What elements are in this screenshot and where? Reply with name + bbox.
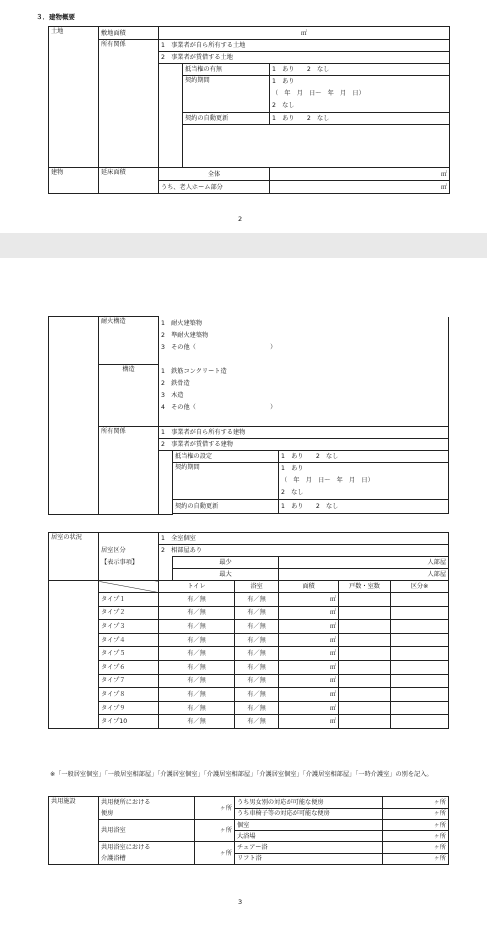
elderly-home-area-unit: ㎡ — [270, 181, 450, 194]
shared-facilities-label: 共用施設 — [49, 797, 99, 865]
page-3 — [0, 258, 487, 941]
land-contract-line3: 2 なし — [272, 102, 295, 109]
max-unit: 人部屋 — [279, 569, 449, 581]
land-contract-label: 契約期間 — [183, 76, 270, 113]
site-area-unit: ㎡ — [159, 27, 450, 40]
min-unit: 人部屋 — [279, 557, 449, 569]
building-structure-table — [48, 316, 449, 515]
page-number: 2 — [238, 215, 243, 223]
floor-area-total-unit: ㎡ — [270, 168, 450, 181]
room-category-footnote: ※「一般居室個室」「一般居室相部屋」「介護居室個室」「介護居室相部屋」「介護居室個室」「介護居室相部屋」「一時介護室」の別を記入。 — [50, 771, 433, 778]
site-area-label: 敷地面積 — [99, 27, 159, 40]
land-mortgage-value: 1 あり 2 なし — [270, 64, 450, 76]
room-opt-1: 1 全室個室 — [159, 533, 449, 545]
bath-yes-no: 有／無 — [235, 674, 279, 688]
building-contract-line1: 1 あり — [281, 465, 304, 472]
area-unit: ㎡ — [279, 633, 339, 647]
building-mortgage-value: 1 あり 2 なし — [279, 451, 449, 463]
area-unit: ㎡ — [279, 674, 339, 688]
shared-facilities-table — [48, 796, 449, 865]
toilet-yes-no: 有／無 — [159, 633, 235, 647]
floor-area-total-label: 全体 — [159, 168, 270, 181]
structure-label: 構造 — [99, 365, 159, 427]
structure-opt-3: 3 木造 — [161, 391, 184, 399]
type-label: タイプ８ — [99, 688, 159, 702]
room-type-row — [49, 593, 449, 607]
care-bath-label-1: 共用浴室における — [101, 844, 151, 851]
shared-toilet-label-1: 共用便所における — [101, 799, 151, 806]
room-type-row — [49, 688, 449, 702]
building-contract-line3: 2 なし — [281, 489, 304, 496]
care-lift-sub: リフト浴 — [235, 853, 383, 865]
toilet-yes-no: 有／無 — [159, 647, 235, 661]
room-type-row — [49, 633, 449, 647]
toilet-gender-unit: ヶ所 — [383, 797, 449, 809]
bath-yes-no: 有／無 — [235, 633, 279, 647]
structure-opt-4: 4 その他（ ） — [161, 403, 277, 411]
type-label: タイプ７ — [99, 674, 159, 688]
type-label: タイプ２ — [99, 606, 159, 620]
room-class-label: 居室区分 — [101, 547, 126, 554]
display-item-label: 【表示事項】 — [101, 559, 139, 566]
shared-bath-unit: ヶ所 — [195, 820, 235, 842]
area-unit: ㎡ — [279, 647, 339, 661]
type-header-diagonal — [99, 581, 159, 593]
header-toilet: トイレ — [159, 581, 235, 593]
header-area: 面積 — [279, 581, 339, 593]
building-renew-value: 1 あり 2 なし — [279, 500, 449, 514]
toilet-yes-no: 有／無 — [159, 606, 235, 620]
max-label: 最大 — [173, 569, 279, 581]
area-unit: ㎡ — [279, 606, 339, 620]
bath-yes-no: 有／無 — [235, 660, 279, 674]
room-type-row — [49, 701, 449, 715]
header-bath: 浴室 — [235, 581, 279, 593]
building-overview-table — [48, 26, 450, 194]
bath-yes-no: 有／無 — [235, 620, 279, 634]
land-mortgage-label: 抵当権の有無 — [183, 64, 270, 76]
type-label: タイプ10 — [99, 715, 159, 729]
room-type-row — [49, 660, 449, 674]
bath-yes-no: 有／無 — [235, 701, 279, 715]
toilet-yes-no: 有／無 — [159, 660, 235, 674]
area-unit: ㎡ — [279, 715, 339, 729]
land-ownership-label: 所有関係 — [99, 40, 159, 168]
land-contract-line1: 1 あり — [272, 78, 295, 85]
bath-yes-no: 有／無 — [235, 606, 279, 620]
page-number: 3 — [238, 898, 243, 906]
land-contract-line2: （ 年 月 日～ 年 月 日） — [272, 90, 365, 97]
type-label: タイプ１ — [99, 593, 159, 607]
area-unit: ㎡ — [279, 593, 339, 607]
area-unit: ㎡ — [279, 620, 339, 634]
building-renew-label: 契約の自動更新 — [173, 500, 279, 514]
bath-large-unit: ヶ所 — [383, 831, 449, 842]
care-chair-sub: チェアー浴 — [235, 842, 383, 854]
building-own-opt1: 1 事業者が自ら所有する建物 — [159, 427, 449, 439]
toilet-yes-no: 有／無 — [159, 701, 235, 715]
header-units: 戸数・室数 — [339, 581, 391, 593]
page-2 — [0, 0, 487, 233]
bath-yes-no: 有／無 — [235, 647, 279, 661]
land-ownership-opt2: 2 事業者が賃借する土地 — [159, 52, 450, 64]
room-status-label: 居室の状況 — [49, 533, 99, 581]
land-renew-value: 1 あり 2 なし — [270, 113, 450, 125]
toilet-wheelchair-unit: ヶ所 — [383, 808, 449, 820]
shared-bath-label: 共用浴室 — [99, 820, 195, 842]
bath-private-unit: ヶ所 — [383, 820, 449, 831]
area-unit: ㎡ — [279, 688, 339, 702]
header-category: 区分※ — [391, 581, 449, 593]
structure-opt-1: 1 鉄筋コンクリート造 — [161, 367, 227, 375]
bath-private-sub: 個室 — [235, 820, 383, 831]
land-ownership-opt1: 1 事業者が自ら所有する土地 — [159, 40, 450, 52]
land-renew-label: 契約の自動更新 — [183, 113, 270, 125]
shared-toilet-unit: ヶ所 — [195, 797, 235, 820]
area-unit: ㎡ — [279, 701, 339, 715]
toilet-yes-no: 有／無 — [159, 688, 235, 702]
type-label: タイプ３ — [99, 620, 159, 634]
building-contract-label: 契約期間 — [173, 463, 279, 500]
building-mortgage-label: 抵当権の設定 — [173, 451, 279, 463]
fire-opt-2: 2 準耐火建築物 — [161, 331, 209, 339]
care-lift-unit: ヶ所 — [383, 853, 449, 865]
toilet-gender-sub: うち男女別の対応が可能な便房 — [235, 797, 383, 809]
room-type-row — [49, 715, 449, 729]
type-label: タイプ６ — [99, 660, 159, 674]
room-type-row — [49, 620, 449, 634]
building-label: 建物 — [49, 168, 99, 194]
room-status-table — [48, 532, 449, 729]
section-title: ３．建物概要 — [36, 13, 75, 21]
room-opt-2: 2 相部屋あり — [159, 545, 449, 557]
type-label: タイプ４ — [99, 633, 159, 647]
bath-yes-no: 有／無 — [235, 688, 279, 702]
building-contract-line2: （ 年 月 日～ 年 月 日） — [281, 477, 374, 484]
area-unit: ㎡ — [279, 660, 339, 674]
care-bath-unit: ヶ所 — [195, 842, 235, 865]
toilet-wheelchair-sub: うち車椅子等の対応が可能な便房 — [235, 808, 383, 820]
fire-opt-3: 3 その他（ ） — [161, 343, 277, 351]
bath-large-sub: 大浴場 — [235, 831, 383, 842]
type-label: タイプ９ — [99, 701, 159, 715]
type-label: タイプ５ — [99, 647, 159, 661]
building-ownership-label: 所有関係 — [99, 427, 159, 515]
toilet-yes-no: 有／無 — [159, 715, 235, 729]
care-chair-unit: ヶ所 — [383, 842, 449, 854]
bath-yes-no: 有／無 — [235, 593, 279, 607]
min-label: 最少 — [173, 557, 279, 569]
bath-yes-no: 有／無 — [235, 715, 279, 729]
toilet-yes-no: 有／無 — [159, 593, 235, 607]
fire-resistance-label: 耐火構造 — [99, 317, 159, 365]
room-type-row — [49, 606, 449, 620]
elderly-home-area-label: うち、老人ホーム部分 — [159, 181, 270, 194]
room-type-row — [49, 647, 449, 661]
building-own-opt2: 2 事業者が賃借する建物 — [159, 439, 449, 451]
room-type-row — [49, 674, 449, 688]
land-label: 土地 — [49, 27, 99, 168]
floor-area-label: 延床面積 — [99, 168, 159, 194]
toilet-yes-no: 有／無 — [159, 674, 235, 688]
structure-opt-2: 2 鉄骨造 — [161, 379, 190, 387]
shared-toilet-label-2: 便房 — [101, 810, 114, 817]
care-bath-label-2: 介護浴槽 — [101, 855, 126, 862]
toilet-yes-no: 有／無 — [159, 620, 235, 634]
fire-opt-1: 1 耐火建築物 — [161, 319, 203, 327]
